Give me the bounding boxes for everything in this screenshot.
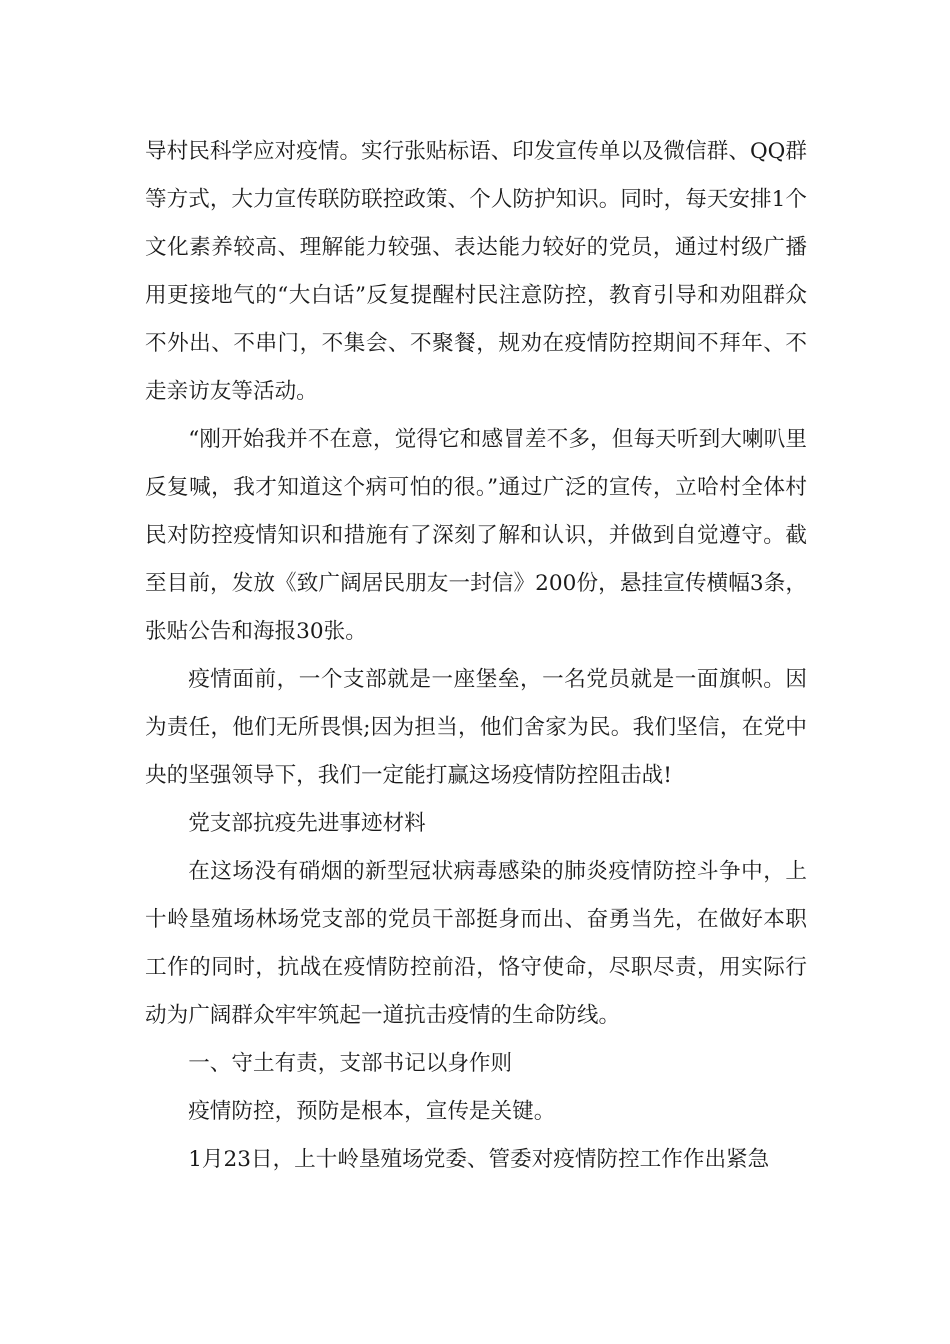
document-body xyxy=(145,128,807,1184)
paragraph-1: 导村民科学应对疫情。实行张贴标语、印发宣传单以及微信群、QQ群等方式，大力宣传联防联控政策、个人防护知识。同时，每天安排1个文化素养较高、理解能力较强、表达能力较好的党员，通过村级广播用更接地气的“大白话”反复提醒村民注意防控，教育引导和劝阻群众不外出、不串门，不集会、不聚餐，规劝在疫情防控期间不拜年、不走亲访友等活动。 xyxy=(145,139,807,404)
subsection-heading: 一、守土有责，支部书记以身作则 xyxy=(188,1051,513,1076)
paragraph-2: “刚开始我并不在意，觉得它和感冒差不多，但每天听到大喇叭里反复喊，我才知道这个病可怕的很。”通过广泛的宣传，立哈村全体村民对防控疫情知识和措施有了深刻了解和认识，并做到自觉遵守。截至目前，发放《致广阔居民朋友一封信》200份，悬挂宣传横幅3条，张贴公告和海报30张。 xyxy=(145,427,807,644)
paragraph-7: 疫情防控，预防是根本，宣传是关键。 xyxy=(188,1099,556,1124)
section-title: 党支部抗疫先进事迹材料 xyxy=(188,811,426,836)
paragraph-8: 1月23日，上十岭垦殖场党委、管委对疫情防控工作作出紧急 xyxy=(188,1147,770,1172)
paragraph-3: 疫情面前，一个支部就是一座堡垒，一名党员就是一面旗帜。因为责任，他们无所畏惧;因为担当，他们舍家为民。我们坚信，在党中央的坚强领导下，我们一定能打赢这场疫情防控阻击战! xyxy=(145,667,807,788)
paragraph-5: 在这场没有硝烟的新型冠状病毒感染的肺炎疫情防控斗争中，上十岭垦殖场林场党支部的党员干部挺身而出、奋勇当先，在做好本职工作的同时，抗战在疫情防控前沿，恪守使命，尽职尽责，用实际行动为广阔群众牢牢筑起一道抗击疫情的生命防线。 xyxy=(145,859,807,1028)
